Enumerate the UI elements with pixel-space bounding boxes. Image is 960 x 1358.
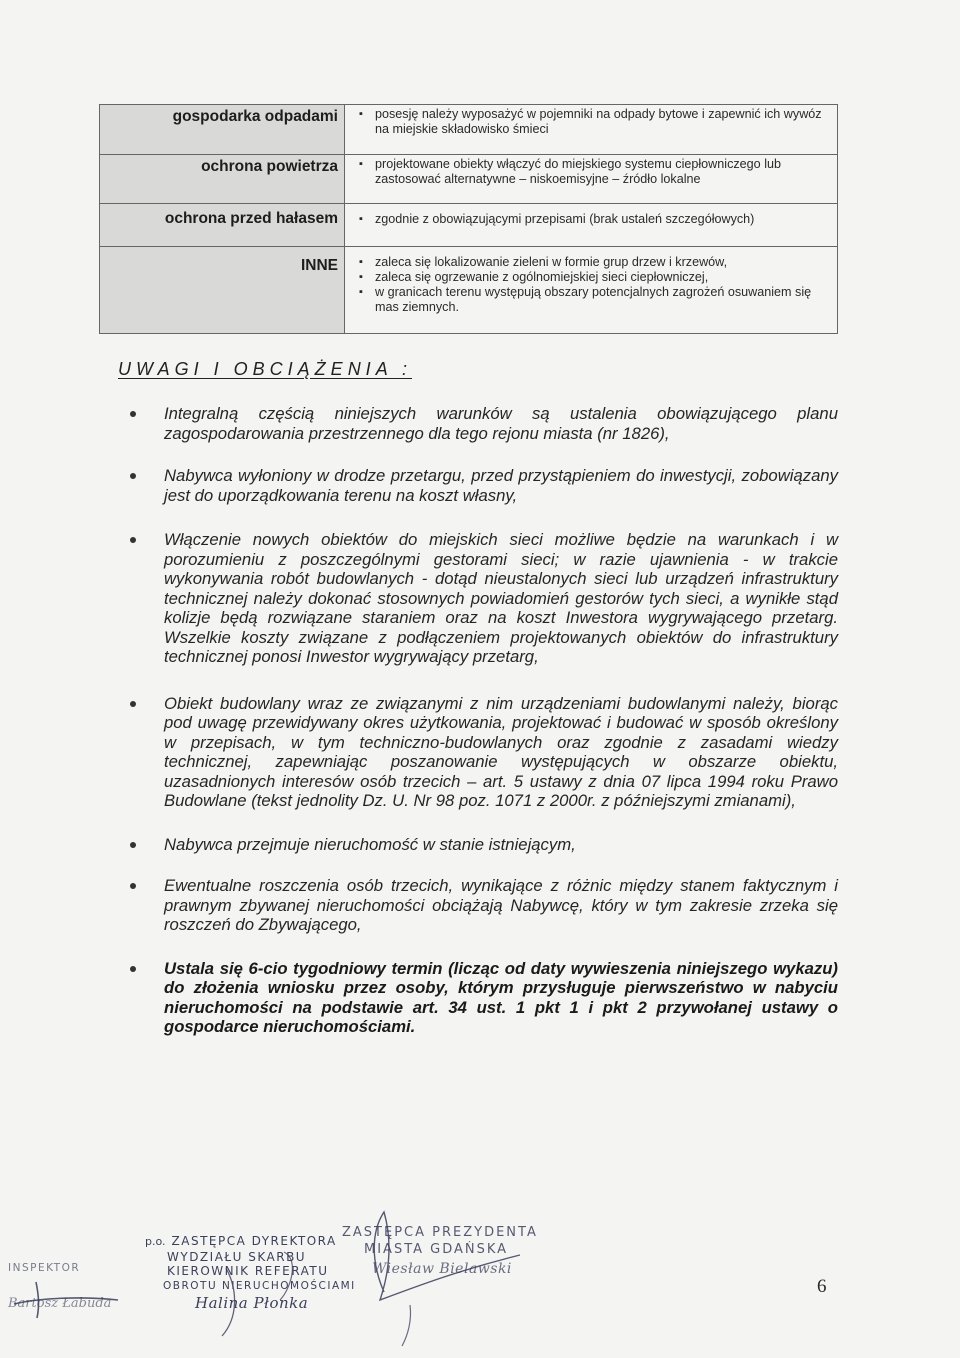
row-label-waste: gospodarka odpadami bbox=[100, 105, 345, 155]
condition-item: Obiekt budowlany wraz ze związanymi z nim urządzeniami budowlanymi należy, biorąc pod uwagę przewidywany okres użytkowania, projektować i budować w sposób określony w przepisach, w tym techniczno-budowlanych oraz zgodnie z zasadami wiedzy technicznej, zapewniając poszanowanie występujących w obszarze obiektu, uzasadnionych interesów osób trzecich – art. 5 ustawy z dnia 07 lipca 1994 roku Prawo Budowlane (tekst jednolity Dz. U. Nr 98 poz. 1071 z 2000r. z późniejszymi zmianami), bbox=[123, 694, 838, 811]
list-item: ▪ zaleca się ogrzewanie z ogólnomiejskiej sieci ciepłowniczej, bbox=[359, 270, 831, 285]
row-value-noise bbox=[345, 204, 838, 247]
stamp-line: ZASTĘPCA PREZYDENTA bbox=[342, 1225, 538, 1240]
condition-item: Nabywca przejmuje nieruchomość w stanie istniejącym, bbox=[123, 835, 838, 855]
page-number: 6 bbox=[817, 1276, 827, 1297]
conditions-list bbox=[123, 404, 838, 1037]
stamp-line: KIEROWNIK REFERATU bbox=[167, 1264, 329, 1278]
vice-director-signature: Halina Płonka bbox=[195, 1294, 309, 1312]
row-label-other: INNE bbox=[100, 247, 345, 334]
deputy-president-signature: Wiesław Bielawski bbox=[372, 1261, 512, 1277]
list-item: ▪ zgodnie z obowiązującymi przepisami (brak ustaleń szczegółowych) bbox=[359, 212, 831, 227]
stamp-line bbox=[145, 1234, 345, 1250]
conditions-table bbox=[99, 104, 838, 334]
condition-item: Integralną częścią niniejszych warunków są ustalenia obowiązującego planu zagospodarowania przestrzennego dla tego rejonu miasta (nr 1826), bbox=[123, 404, 838, 443]
table-row bbox=[100, 247, 838, 334]
vice-director-stamp bbox=[145, 1234, 356, 1312]
stamp-line: WYDZIAŁU SKARBU bbox=[167, 1249, 307, 1264]
condition-item-deadline: Ustala się 6-cio tygodniowy termin (licząc od daty wywieszenia niniejszego wykazu) do złożenia wniosku przez osoby, którym przysługuje pierwszeństwo w nabyciu nieruchomości na podstawie art. 34 ust. 1 pkt 1 i pkt 2 przywołanej ustawy o gospodarce nieruchomościami. bbox=[123, 959, 838, 1037]
table-row bbox=[100, 155, 838, 204]
section-heading: UWAGI I OBCIĄŻENIA : bbox=[118, 359, 413, 379]
row-label-air: ochrona powietrza bbox=[100, 155, 345, 204]
condition-item: Ewentualne roszczenia osób trzecich, wynikające z różnic między stanem faktycznym i prawnym zbywanej nieruchomości obciążają Nabywcę, który w tym zakresie zrzeka się roszczeń do Zbywającego, bbox=[123, 876, 838, 935]
inspector-signature: Bartosz Łabuda bbox=[8, 1296, 112, 1311]
deputy-president-stamp bbox=[342, 1224, 562, 1277]
list-item: ▪ zaleca się lokalizowanie zieleni w formie grup drzew i krzewów, bbox=[359, 255, 831, 270]
row-value-air bbox=[345, 155, 838, 204]
stamp-prefix: p.o. bbox=[145, 1235, 166, 1248]
table-row bbox=[100, 105, 838, 155]
inspector-title: INSPEKTOR bbox=[8, 1262, 81, 1274]
list-item: ▪ posesję należy wyposażyć w pojemniki na odpady bytowe i zapewnić ich wywóz na miejskie składowisko śmieci bbox=[359, 107, 831, 137]
list-item: ▪ projektowane obiekty włączyć do miejskiego systemu ciepłowniczego lub zastosować alternatywne – niskoemisyjne – źródło lokalne bbox=[359, 157, 831, 187]
stamp-line: OBROTU NIERUCHOMOŚCIAMI bbox=[163, 1279, 356, 1292]
inspector-stamp bbox=[8, 1262, 148, 1311]
list-item: ▪ w granicach terenu występują obszary potencjalnych zagrożeń osuwaniem się mas ziemnych. bbox=[359, 285, 831, 315]
stamp-line: MIASTA GDAŃSKA bbox=[364, 1242, 509, 1257]
row-value-other bbox=[345, 247, 838, 334]
condition-item: Nabywca wyłoniony w drodze przetargu, przed przystąpieniem do inwestycji, zobowiązany jest do uporządkowania terenu na koszt własny, bbox=[123, 466, 838, 505]
row-value-waste bbox=[345, 105, 838, 155]
condition-item: Włączenie nowych obiektów do miejskich sieci możliwe będzie na warunkach i w porozumieniu z poszczególnymi gestorami sieci; w razie ujawnienia - w trakcie wykonywania robót budowlanych - dotąd nieustalonych sieci lub urządzeń infrastruktury technicznej należy dokonać stosownych powiadomień gestorów tych sieci, a wynikłe stąd kolizje będą rozwiązane staraniem oraz na koszt Inwestora wygrywającego przetarg. Wszelkie koszty związane z podłączeniem projektowanych obiektów do infrastruktury technicznej ponosi Inwestor wygrywający przetarg, bbox=[123, 530, 838, 667]
row-label-noise: ochrona przed hałasem bbox=[100, 204, 345, 247]
table-row bbox=[100, 204, 838, 247]
stamp-line-text: ZASTĘPCA DYREKTORA bbox=[171, 1234, 337, 1248]
